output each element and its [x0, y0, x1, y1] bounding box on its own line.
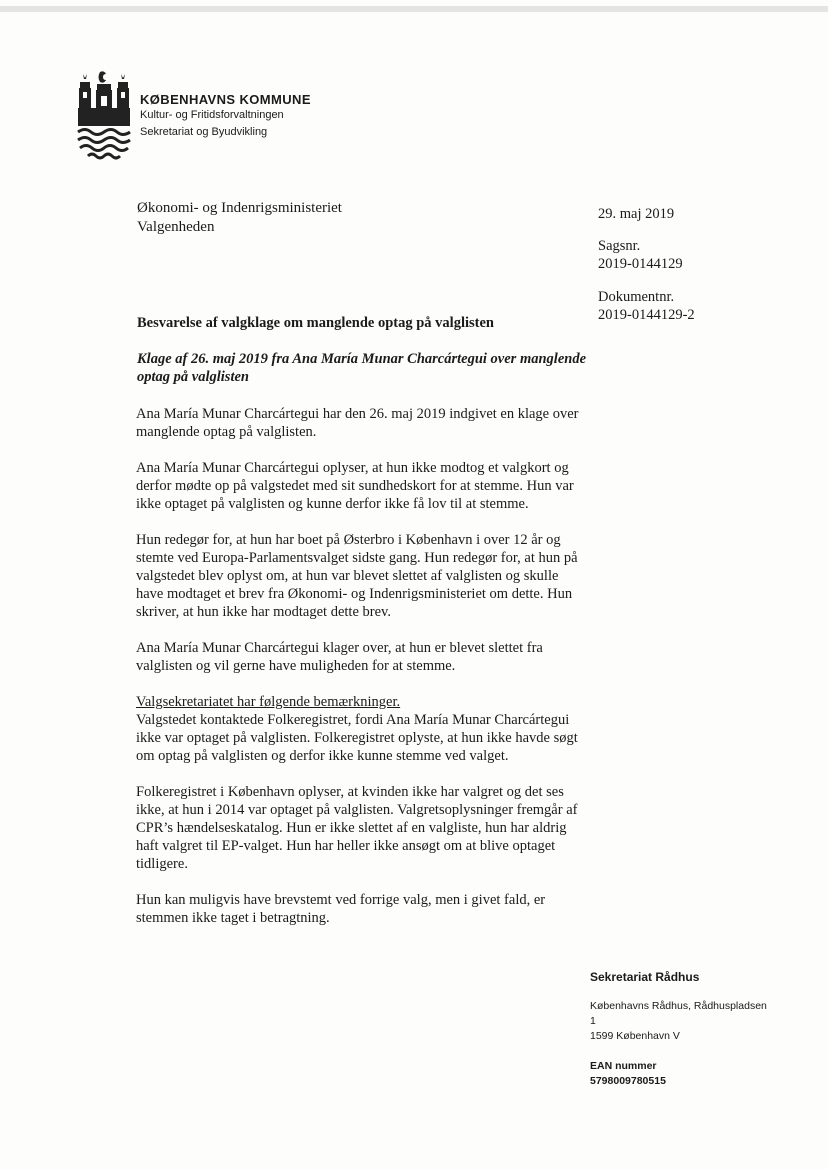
- sender-address-line-2: 1: [590, 1015, 596, 1027]
- ean-block: [590, 1059, 767, 1089]
- department-name: Kultur- og Fritidsforvaltningen: [140, 109, 284, 121]
- paragraph-6: Folkeregistret i København oplyser, at kvinden ikke har valgret og det ses ikke, at hun i 2014 var optaget på valglisten. Valgretsoplysninger fremgår af CPR’s hændelseskatalog. Hun er ikke slettet af en valgliste, hun har aldrig haft valgret til EP-valget. Hun har heller ikke ansøgt om at blive optaget tidligere.: [136, 784, 578, 872]
- case-number-label: Sagsnr.: [598, 238, 641, 254]
- paragraph-7: Hun kan muligvis have brevstemt ved forrige valg, men i givet fald, er stemmen ikke taget i betragtning.: [136, 892, 546, 926]
- letter-body: [136, 405, 582, 945]
- sender-footer: [590, 970, 767, 1089]
- document-number: 2019-0144129-2: [598, 307, 695, 323]
- organization-name: KØBENHAVNS KOMMUNE: [140, 92, 311, 107]
- paragraph-2: Ana María Munar Charcártegui oplyser, at hun ikke modtog et valgkort og derfor mødte op på valgstedet med sit sundhedskort for at stemme. Hun var ikke optaget på valglisten og kunne derfor ikke få lov til at stemme.: [136, 460, 574, 512]
- ean-label: EAN nummer: [590, 1060, 657, 1072]
- document-meta: [598, 205, 695, 339]
- document-date: 29. maj 2019: [598, 206, 675, 222]
- case-number: 2019-0144129: [598, 256, 683, 272]
- recipient-address: [137, 199, 342, 237]
- remarks-heading: Valgsekretariatet har følgende bemærkninger.: [136, 694, 401, 710]
- sender-address-line-1: Københavns Rådhus, Rådhuspladsen: [590, 1000, 767, 1012]
- recipient-line-1: Økonomi- og Indenrigsministeriet: [137, 200, 342, 216]
- case-number-block: [598, 237, 695, 273]
- unit-name: Sekretariat og Byudvikling: [140, 126, 268, 138]
- paragraph-3: Hun redegør for, at hun har boet på Østerbro i København i over 12 år og stemte ved Europa-Parlamentsvalget sidste gang. Hun redegør for, at hun på valgstedet blev oplyst om, at hun var blevet slettet af valglisten og skulle have modtaget et brev fra Økonomi- og Indenrigsministeriet om dette. Hun skriver, at hun ikke har modtaget dette brev.: [136, 532, 578, 620]
- ean-number: 5798009780515: [590, 1075, 666, 1087]
- letter-subject: Besvarelse af valgklage om manglende optag på valglisten: [137, 315, 494, 331]
- copenhagen-coat-of-arms-logo: [74, 70, 134, 160]
- sender-unit: Sekretariat Rådhus: [590, 970, 700, 984]
- scan-edge: [0, 6, 828, 12]
- paragraph-1: Ana María Munar Charcártegui har den 26. maj 2019 indgivet en klage over manglende optag på valglisten.: [136, 406, 579, 440]
- complaint-title: Klage af 26. maj 2019 fra Ana María Munar Charcártegui over manglende optag på valglisten: [137, 351, 587, 385]
- paragraph-5: Valgstedet kontaktede Folkeregistret, fordi Ana María Munar Charcártegui ikke var optaget på valglisten. Folkeregistret oplyste, at hun ikke havde søgt om optag på valglisten og derfor ikke kunne stemme ved valget.: [136, 712, 578, 764]
- sender-address: [590, 999, 767, 1044]
- recipient-line-2: Valgenheden: [137, 219, 215, 235]
- sender-address-line-3: 1599 København V: [590, 1030, 680, 1042]
- document-number-block: [598, 288, 695, 324]
- organization-block: [140, 92, 311, 141]
- document-number-label: Dokumentnr.: [598, 289, 675, 305]
- paragraph-4: Ana María Munar Charcártegui klager over, at hun er blevet slettet fra valglisten og vil gerne have muligheden for at stemme.: [136, 640, 543, 674]
